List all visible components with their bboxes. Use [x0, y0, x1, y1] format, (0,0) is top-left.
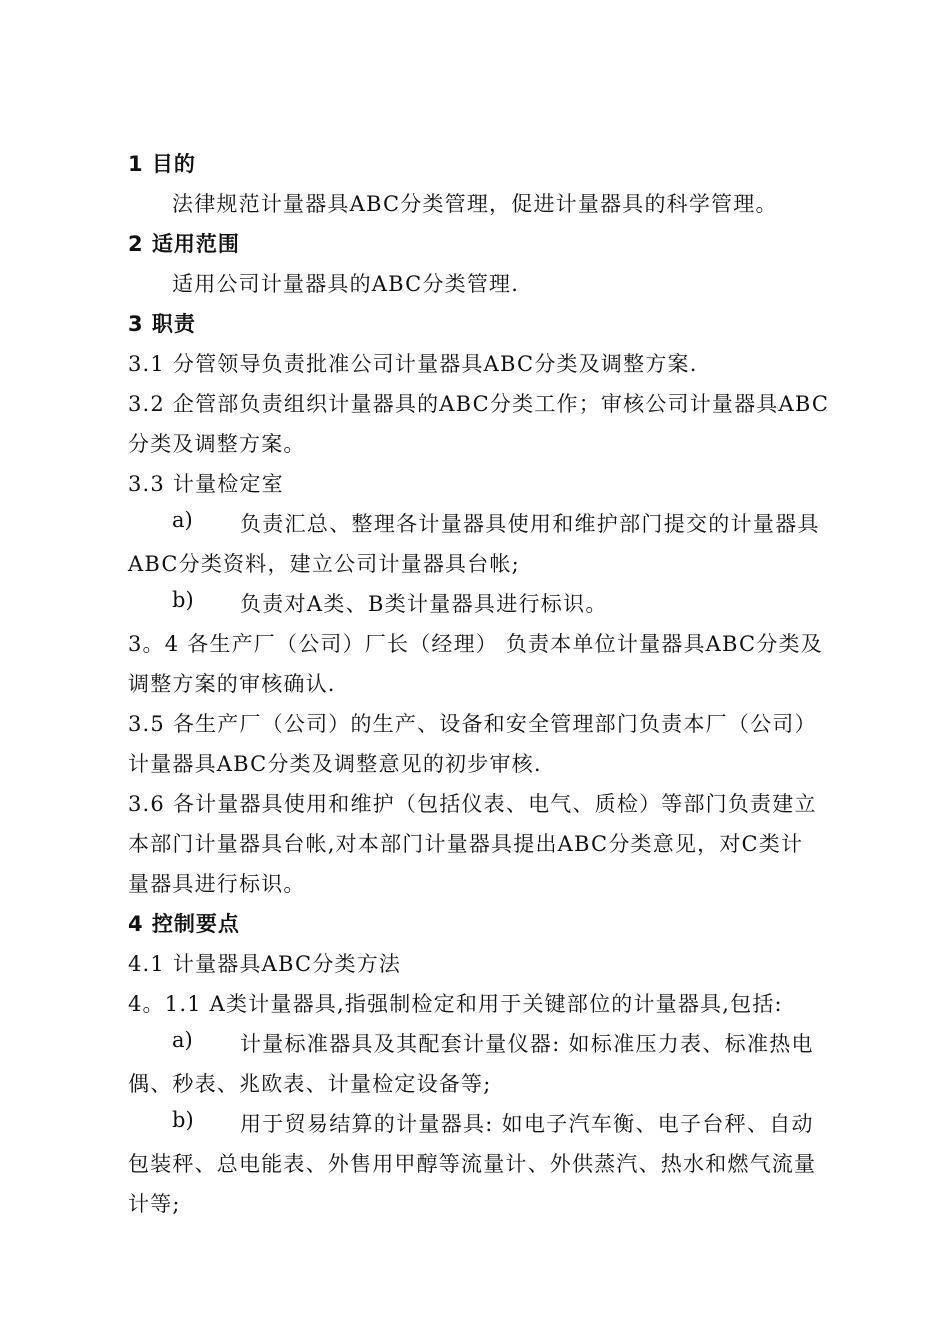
para-4-1: 4.1 计量器具ABC分类方法 — [128, 952, 402, 976]
item-a-line-1: 负责汇总、整理各计量器具使用和维护部门提交的计量器具 — [240, 512, 820, 536]
item-4-b-line-1: 用于贸易结算的计量器具: 如电子汽车衡、电子台秤、自动 — [240, 1112, 814, 1136]
section-2-heading: 2 适用范围 — [128, 232, 240, 256]
para-3-6-line-3: 量器具进行标识。 — [128, 872, 306, 896]
item-a-line-2: ABC分类资料，建立公司计量器具台帐; — [128, 552, 520, 576]
section-4-heading: 4 控制要点 — [128, 912, 240, 936]
item-4-b-line-3: 计等; — [128, 1192, 181, 1216]
para-3-5-line-2: 计量器具ABC分类及调整意见的初步审核. — [128, 752, 542, 776]
para-3-6-line-1: 3.6 各计量器具使用和维护（包括仪表、电气、质检）等部门负责建立 — [128, 792, 817, 816]
section-2-body: 适用公司计量器具的ABC分类管理. — [172, 272, 520, 296]
para-3-2-line-1: 3.2 企管部负责组织计量器具的ABC分类工作；审核公司计量器具ABC — [128, 392, 830, 416]
para-3-5-line-1: 3.5 各生产厂（公司）的生产、设备和安全管理部门负责本厂（公司） — [128, 712, 817, 736]
item-4-a-line-1: 计量标准器具及其配套计量仪器: 如标准压力表、标准热电 — [240, 1032, 814, 1056]
section-3-heading: 3 职责 — [128, 312, 196, 336]
section-1-body: 法律规范计量器具ABC分类管理，促进计量器具的科学管理。 — [172, 192, 778, 216]
para-4-1-1: 4。1.1 A类计量器具,指强制检定和用于关键部位的计量器具,包括: — [128, 992, 783, 1016]
item-4-a-label: a) — [172, 1028, 193, 1052]
item-4-b-line-2: 包装秤、总电能表、外售用甲醇等流量计、外供蒸汽、热水和燃气流量 — [128, 1152, 817, 1176]
para-3-2-line-2: 分类及调整方案。 — [128, 432, 306, 456]
para-3-6-line-2: 本部门计量器具台帐,对本部门计量器具提出ABC分类意见，对C类计 — [128, 832, 804, 856]
para-3-4-line-1: 3。4 各生产厂（公司）厂长（经理） 负责本单位计量器具ABC分类及 — [128, 632, 823, 656]
para-3-1: 3.1 分管领导负责批准公司计量器具ABC分类及调整方案. — [128, 352, 698, 376]
item-4-b-label: b) — [172, 1108, 194, 1132]
item-a-label: a) — [172, 508, 193, 532]
item-4-a-line-2: 偶、秒表、兆欧表、计量检定设备等; — [128, 1072, 492, 1096]
para-3-3: 3.3 计量检定室 — [128, 472, 284, 496]
item-b-label: b) — [172, 588, 194, 612]
para-3-4-line-2: 调整方案的审核确认. — [128, 672, 336, 696]
section-1-heading: 1 目的 — [128, 152, 196, 176]
item-b-line-1: 负责对A类、B类计量器具进行标识。 — [240, 592, 608, 616]
